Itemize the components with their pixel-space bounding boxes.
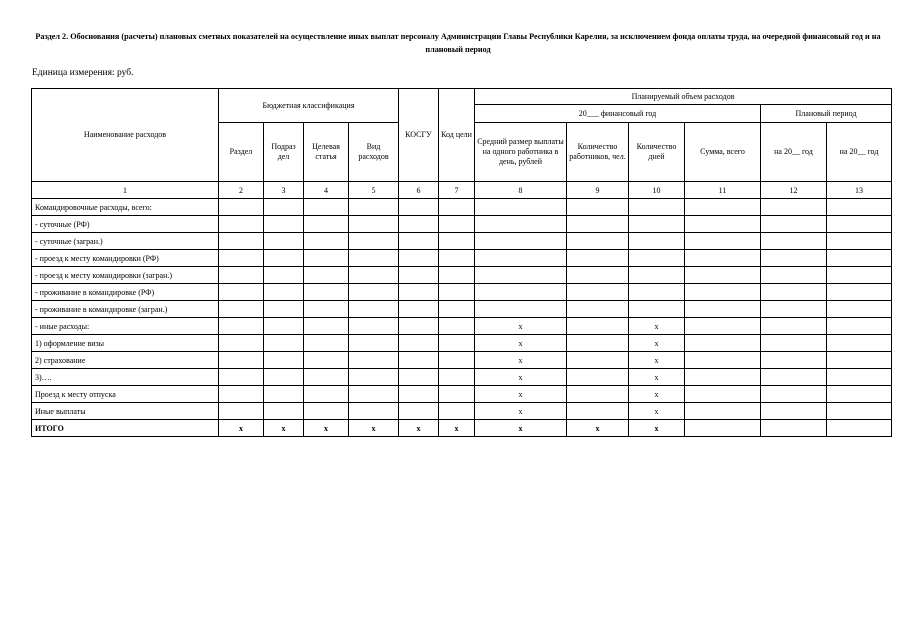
table-cell[interactable] [827, 369, 892, 386]
table-cell[interactable] [304, 267, 349, 284]
table-cell[interactable] [219, 335, 264, 352]
table-cell[interactable] [685, 420, 761, 437]
table-cell[interactable] [399, 267, 439, 284]
table-cell[interactable] [567, 199, 629, 216]
column-number: 7 [439, 182, 475, 199]
table-cell[interactable] [439, 352, 475, 369]
table-cell[interactable] [304, 352, 349, 369]
row-name: - проживание в командировке (загран.) [32, 301, 219, 318]
table-cell[interactable] [761, 233, 827, 250]
table-cell[interactable] [827, 352, 892, 369]
table-cell[interactable] [219, 403, 264, 420]
table-cell[interactable] [827, 403, 892, 420]
table-cell[interactable] [349, 403, 399, 420]
table-cell[interactable] [264, 250, 304, 267]
table-cell[interactable] [264, 233, 304, 250]
row-name: - проживание в командировке (РФ) [32, 284, 219, 301]
table-cell[interactable] [304, 250, 349, 267]
table-cell[interactable] [219, 284, 264, 301]
header-planned-volume: Планируемый объем расходов [475, 89, 892, 105]
table-cell[interactable] [349, 267, 399, 284]
column-number: 4 [304, 182, 349, 199]
table-row [32, 335, 892, 352]
table-cell[interactable]: x [629, 420, 685, 437]
header-fin-year: 20___ финансовый год [475, 105, 761, 123]
table-cell[interactable] [827, 301, 892, 318]
table-cell[interactable] [439, 250, 475, 267]
header-target-article: Целевая статья [304, 123, 349, 182]
table-cell[interactable] [264, 199, 304, 216]
header-employee-count: Количество работников, чел. [567, 123, 629, 182]
table-cell[interactable]: x [629, 403, 685, 420]
table-cell[interactable] [264, 352, 304, 369]
column-number: 10 [629, 182, 685, 199]
table-cell[interactable]: x [264, 420, 304, 437]
table-cell[interactable] [349, 369, 399, 386]
table-cell[interactable] [567, 352, 629, 369]
table-cell[interactable] [685, 301, 761, 318]
table-cell[interactable] [439, 369, 475, 386]
table-cell[interactable] [685, 233, 761, 250]
table-cell[interactable]: x [475, 420, 567, 437]
table-cell[interactable] [399, 216, 439, 233]
table-cell[interactable] [304, 284, 349, 301]
table-cell[interactable] [399, 301, 439, 318]
table-cell[interactable] [629, 267, 685, 284]
table-cell[interactable] [685, 369, 761, 386]
table-cell[interactable] [264, 284, 304, 301]
table-cell[interactable] [399, 352, 439, 369]
column-number-row [32, 182, 892, 199]
table-cell[interactable] [567, 233, 629, 250]
table-cell[interactable] [304, 216, 349, 233]
table-cell[interactable] [349, 352, 399, 369]
table-cell[interactable]: x [629, 352, 685, 369]
table-cell[interactable] [349, 301, 399, 318]
table-cell[interactable] [219, 233, 264, 250]
table-cell[interactable] [761, 301, 827, 318]
table-cell[interactable] [304, 335, 349, 352]
table-cell[interactable] [399, 233, 439, 250]
table-cell[interactable] [219, 250, 264, 267]
table-row [32, 352, 892, 369]
table-cell[interactable] [264, 301, 304, 318]
table-cell[interactable] [399, 369, 439, 386]
column-number: 5 [349, 182, 399, 199]
table-cell[interactable] [685, 335, 761, 352]
table-cell[interactable] [264, 318, 304, 335]
row-name: - проезд к месту командировки (загран.) [32, 267, 219, 284]
table-cell[interactable] [685, 216, 761, 233]
row-name: Командировочные расходы, всего: [32, 199, 219, 216]
table-cell[interactable] [349, 335, 399, 352]
table-row [32, 216, 892, 233]
table-cell[interactable] [439, 403, 475, 420]
section-title: Раздел 2. Обоснования (расчеты) плановых сметных показателей на осуществление иных выплат персоналу Администрации Главы Республики Карелия, за исключением фонда оплаты труда, на очередной финансовый год и на плановый период [35, 32, 881, 54]
table-cell[interactable] [761, 250, 827, 267]
table-cell[interactable]: x [399, 420, 439, 437]
expense-table [31, 88, 892, 437]
table-cell[interactable] [761, 352, 827, 369]
table-cell[interactable] [264, 216, 304, 233]
table-row [32, 386, 892, 403]
table-cell[interactable] [685, 318, 761, 335]
table-cell[interactable] [219, 216, 264, 233]
table-row [32, 284, 892, 301]
table-row [32, 420, 892, 437]
table-cell[interactable] [827, 216, 892, 233]
table-row [32, 199, 892, 216]
table-cell[interactable] [264, 369, 304, 386]
table-cell[interactable] [567, 403, 629, 420]
table-cell[interactable] [439, 318, 475, 335]
table-cell[interactable] [439, 199, 475, 216]
table-cell[interactable] [567, 335, 629, 352]
header-kosgu: КОСГУ [399, 89, 439, 182]
header-days-count: Количество дней [629, 123, 685, 182]
table-cell[interactable] [685, 386, 761, 403]
table-row [32, 267, 892, 284]
table-cell[interactable] [399, 250, 439, 267]
table-row [32, 318, 892, 335]
table-cell[interactable] [685, 403, 761, 420]
table-cell[interactable]: x [629, 335, 685, 352]
header-plan-period: Плановый период [761, 105, 892, 123]
column-number: 12 [761, 182, 827, 199]
table-cell[interactable]: x [475, 352, 567, 369]
column-number: 8 [475, 182, 567, 199]
table-cell[interactable] [685, 352, 761, 369]
table-cell[interactable] [629, 284, 685, 301]
table-row [32, 403, 892, 420]
table-cell[interactable] [475, 267, 567, 284]
header-expense-type: Вид расходов [349, 123, 399, 182]
table-cell[interactable] [264, 267, 304, 284]
table-cell[interactable] [567, 216, 629, 233]
header-year-2: на 20__ год [827, 123, 892, 182]
table-cell[interactable]: x [629, 318, 685, 335]
table-cell[interactable] [304, 386, 349, 403]
column-number: 6 [399, 182, 439, 199]
table-cell[interactable] [349, 233, 399, 250]
column-number: 11 [685, 182, 761, 199]
table-cell[interactable] [304, 369, 349, 386]
table-cell[interactable] [475, 301, 567, 318]
table-cell[interactable]: x [475, 386, 567, 403]
table-row [32, 369, 892, 386]
table-cell[interactable] [304, 301, 349, 318]
table-cell[interactable] [827, 420, 892, 437]
table-cell[interactable] [629, 199, 685, 216]
table-cell[interactable] [629, 250, 685, 267]
table-cell[interactable] [304, 318, 349, 335]
row-name: 1) оформление визы [32, 335, 219, 352]
table-cell[interactable] [761, 216, 827, 233]
table-cell[interactable] [827, 199, 892, 216]
table-cell[interactable] [761, 403, 827, 420]
table-cell[interactable] [761, 420, 827, 437]
column-number: 1 [32, 182, 219, 199]
table-cell[interactable] [827, 318, 892, 335]
table-cell[interactable] [219, 301, 264, 318]
table-cell[interactable] [439, 335, 475, 352]
table-cell[interactable]: x [567, 420, 629, 437]
row-name: - проезд к месту командировки (РФ) [32, 250, 219, 267]
table-cell[interactable] [439, 386, 475, 403]
table-cell[interactable] [475, 199, 567, 216]
header-budget-classification: Бюджетная классификация [219, 89, 399, 123]
table-cell[interactable] [264, 403, 304, 420]
row-name: 2) страхование [32, 352, 219, 369]
table-cell[interactable] [761, 318, 827, 335]
table-row [32, 301, 892, 318]
table-cell[interactable]: x [475, 318, 567, 335]
table-cell[interactable] [761, 284, 827, 301]
table-cell[interactable]: x [439, 420, 475, 437]
header-goal-code: Код цели [439, 89, 475, 182]
table-cell[interactable] [219, 352, 264, 369]
table-cell[interactable] [399, 386, 439, 403]
table-cell[interactable] [827, 233, 892, 250]
table-cell[interactable] [827, 335, 892, 352]
table-row [32, 250, 892, 267]
table-cell[interactable] [761, 199, 827, 216]
column-number: 3 [264, 182, 304, 199]
header-total-sum: Сумма, всего [685, 123, 761, 182]
table-cell[interactable] [567, 267, 629, 284]
table-cell[interactable] [349, 318, 399, 335]
table-cell[interactable]: x [304, 420, 349, 437]
table-cell[interactable] [827, 267, 892, 284]
table-cell[interactable] [399, 318, 439, 335]
table-cell[interactable] [827, 386, 892, 403]
table-cell[interactable] [567, 386, 629, 403]
table-cell[interactable] [685, 199, 761, 216]
table-cell[interactable] [399, 199, 439, 216]
table-cell[interactable] [685, 267, 761, 284]
row-name: Иные выплаты [32, 403, 219, 420]
table-cell[interactable] [827, 284, 892, 301]
table-cell[interactable] [567, 318, 629, 335]
column-number: 2 [219, 182, 264, 199]
header-name: Наименование расходов [32, 89, 219, 182]
table-cell[interactable]: x [629, 369, 685, 386]
table-cell[interactable] [475, 284, 567, 301]
table-row [32, 233, 892, 250]
table-cell[interactable] [439, 284, 475, 301]
header-avg-payment: Средний размер выплаты на одного работника в день, рублей [475, 123, 567, 182]
table-cell[interactable] [475, 216, 567, 233]
table-cell[interactable] [629, 301, 685, 318]
table-cell[interactable] [349, 386, 399, 403]
table-cell[interactable] [219, 386, 264, 403]
unit-of-measure: Единица измерения: руб. [32, 68, 134, 78]
table-cell[interactable]: x [349, 420, 399, 437]
table-cell[interactable] [685, 284, 761, 301]
table-cell[interactable] [629, 216, 685, 233]
table-cell[interactable]: x [629, 386, 685, 403]
table-cell[interactable]: x [475, 403, 567, 420]
table-cell[interactable] [264, 386, 304, 403]
table-cell[interactable]: x [475, 335, 567, 352]
table-cell[interactable] [475, 233, 567, 250]
table-cell[interactable] [567, 369, 629, 386]
row-name: - суточные (РФ) [32, 216, 219, 233]
table-cell[interactable] [439, 233, 475, 250]
header-podrazdel: Подраз дел [264, 123, 304, 182]
table-cell[interactable] [685, 250, 761, 267]
table-cell[interactable] [349, 250, 399, 267]
table-cell[interactable] [399, 403, 439, 420]
row-name: - суточные (загран.) [32, 233, 219, 250]
column-number: 9 [567, 182, 629, 199]
table-cell[interactable] [304, 403, 349, 420]
table-cell[interactable] [219, 267, 264, 284]
table-cell[interactable] [439, 216, 475, 233]
table-cell[interactable] [439, 267, 475, 284]
table-cell[interactable] [219, 318, 264, 335]
table-cell[interactable] [567, 301, 629, 318]
table-cell[interactable] [304, 199, 349, 216]
table-cell[interactable] [349, 199, 399, 216]
table-cell[interactable]: x [219, 420, 264, 437]
table-cell[interactable] [827, 250, 892, 267]
row-name: ИТОГО [32, 420, 219, 437]
row-name: - иные расходы: [32, 318, 219, 335]
table-cell[interactable] [761, 386, 827, 403]
table-cell[interactable] [475, 250, 567, 267]
table-cell[interactable] [567, 250, 629, 267]
table-cell[interactable] [219, 199, 264, 216]
table-cell[interactable] [219, 369, 264, 386]
header-razdel: Раздел [219, 123, 264, 182]
table-cell[interactable] [439, 301, 475, 318]
table-cell[interactable]: x [475, 369, 567, 386]
header-year-1: на 20__ год [761, 123, 827, 182]
table-cell[interactable] [304, 233, 349, 250]
table-cell[interactable] [761, 267, 827, 284]
table-cell[interactable] [629, 233, 685, 250]
table-cell[interactable] [399, 284, 439, 301]
table-cell[interactable] [349, 284, 399, 301]
table-cell[interactable] [567, 284, 629, 301]
row-name: Проезд к месту отпуска [32, 386, 219, 403]
table-cell[interactable] [399, 335, 439, 352]
column-number: 13 [827, 182, 892, 199]
row-name: 3)…. [32, 369, 219, 386]
table-cell[interactable] [349, 216, 399, 233]
table-cell[interactable] [264, 335, 304, 352]
table-cell[interactable] [761, 335, 827, 352]
table-cell[interactable] [761, 369, 827, 386]
